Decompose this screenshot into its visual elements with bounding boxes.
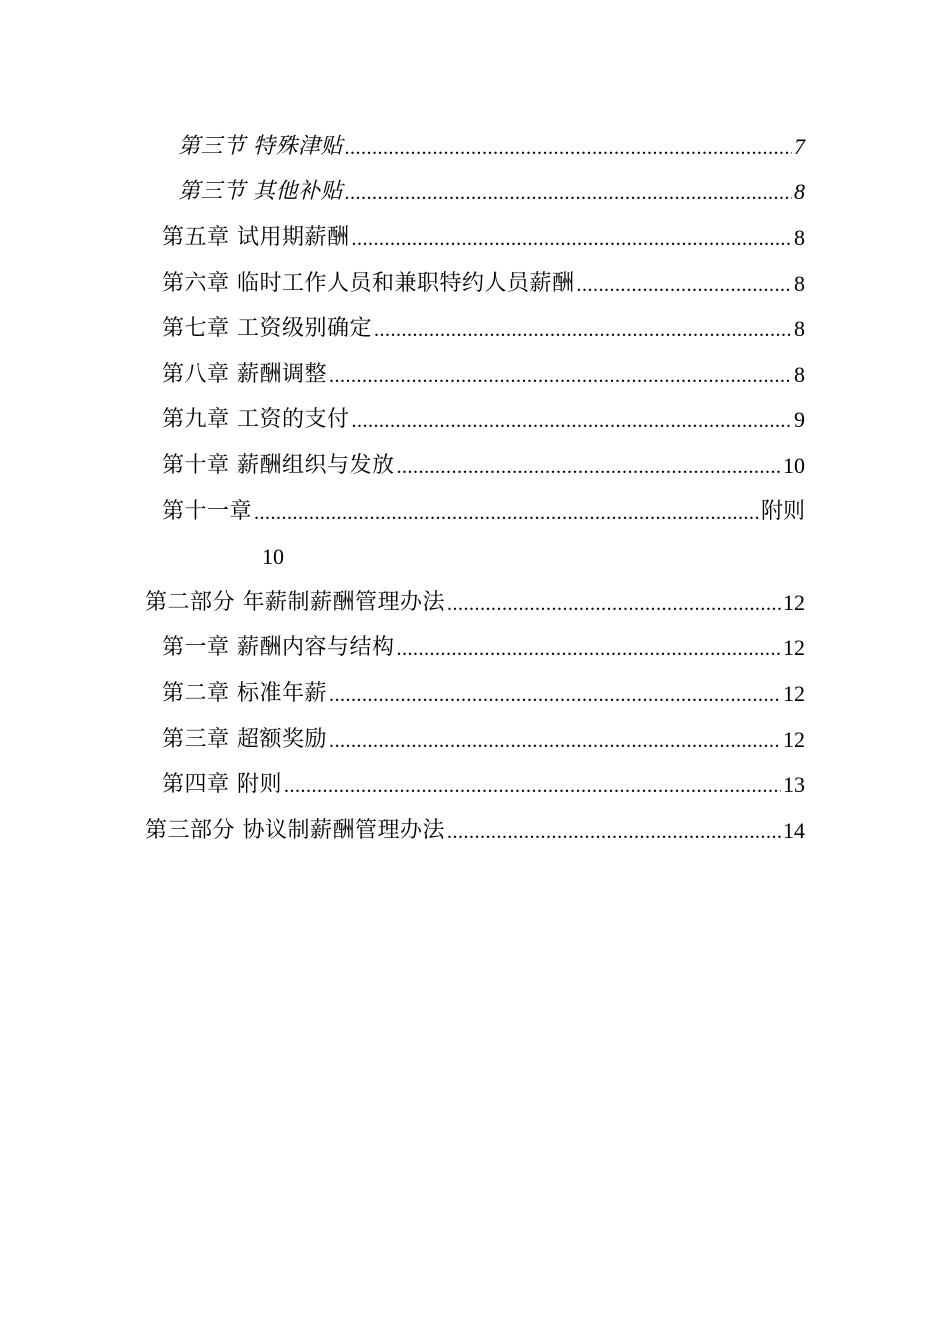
toc-entry-title: 第五章 试用期薪酬 [162, 224, 350, 250]
toc-dot-leader [345, 138, 792, 158]
toc-entry[interactable] [0, 398, 805, 444]
toc-entry-title: 第二章 标准年薪 [162, 680, 327, 706]
toc-entry-page: 8 [794, 179, 805, 205]
toc-entry-title: 第六章 临时工作人员和兼职特约人员薪酬 [162, 270, 575, 296]
toc-dot-leader [329, 731, 781, 751]
toc-entry[interactable] [0, 717, 805, 763]
toc-entry-title: 第十一章 [162, 498, 253, 524]
toc-dot-leader [352, 229, 793, 249]
toc-entry[interactable] [0, 215, 805, 261]
toc-entry-continuation [0, 534, 950, 580]
toc-dot-leader [329, 366, 792, 386]
toc-entry-page: 8 [794, 316, 805, 342]
toc-entry-page: 附则 [760, 498, 805, 524]
toc-entry-page-continuation: 10 [262, 544, 284, 570]
toc-dot-leader [329, 685, 781, 705]
table-of-contents [0, 124, 950, 854]
toc-entry[interactable] [0, 443, 805, 489]
toc-entry-page: 7 [794, 133, 805, 159]
toc-entry-title: 第三节 其他补贴 [178, 179, 343, 205]
toc-dot-leader [397, 457, 782, 477]
toc-entry-title: 第三部分 协议制薪酬管理办法 [145, 817, 445, 843]
toc-entry-page: 12 [783, 726, 805, 752]
toc-entry[interactable] [0, 626, 805, 672]
toc-entry-page: 12 [783, 589, 805, 615]
toc-dot-leader [447, 822, 781, 842]
toc-entry-page: 9 [794, 407, 805, 433]
toc-entry[interactable] [0, 170, 805, 216]
toc-dot-leader [345, 183, 792, 203]
toc-entry[interactable] [0, 352, 805, 398]
toc-entry[interactable] [0, 489, 805, 535]
toc-dot-leader [352, 411, 793, 431]
toc-entry[interactable] [0, 261, 805, 307]
toc-entry-page: 8 [794, 224, 805, 250]
toc-entry-title: 第十章 薪酬组织与发放 [162, 452, 395, 478]
toc-entry-page: 12 [783, 635, 805, 661]
toc-entry-page: 14 [783, 817, 805, 843]
toc-entry-title: 第三节 特殊津贴 [178, 133, 343, 159]
toc-dot-leader [254, 503, 759, 523]
toc-entry-title: 第四章 附则 [162, 772, 282, 798]
toc-dot-leader [577, 275, 793, 295]
toc-entry-title: 第二部分 年薪制薪酬管理办法 [145, 589, 445, 615]
toc-entry-title: 第八章 薪酬调整 [162, 361, 327, 387]
toc-entry-title: 第九章 工资的支付 [162, 407, 350, 433]
toc-entry-page: 10 [783, 452, 805, 478]
toc-dot-leader [447, 594, 781, 614]
toc-entry-page: 12 [783, 680, 805, 706]
toc-entry[interactable] [0, 762, 805, 808]
toc-entry[interactable] [0, 124, 805, 170]
toc-entry-title: 第七章 工资级别确定 [162, 316, 372, 342]
toc-entry-page: 8 [794, 270, 805, 296]
toc-entry-page: 13 [783, 772, 805, 798]
toc-entry[interactable] [0, 671, 805, 717]
toc-dot-leader [397, 639, 782, 659]
toc-entry-page: 8 [794, 361, 805, 387]
toc-dot-leader [284, 776, 781, 796]
toc-entry[interactable] [0, 808, 805, 854]
toc-entry-title: 第三章 超额奖励 [162, 726, 327, 752]
toc-entry-title: 第一章 薪酬内容与结构 [162, 635, 395, 661]
toc-dot-leader [374, 320, 792, 340]
toc-entry[interactable] [0, 580, 805, 626]
toc-entry[interactable] [0, 306, 805, 352]
